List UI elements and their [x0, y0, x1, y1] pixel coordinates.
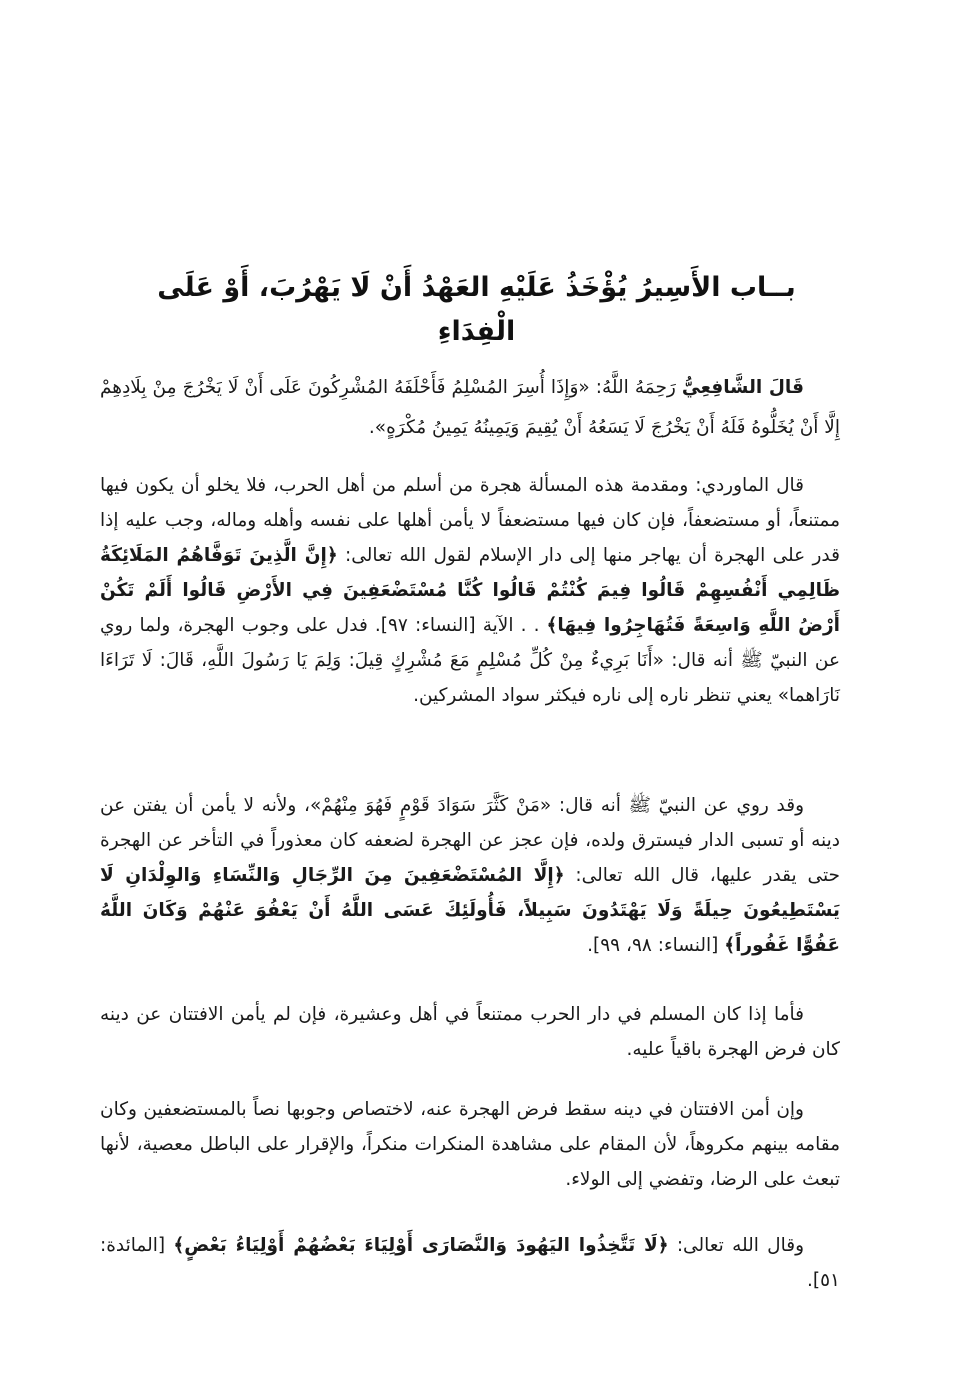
paragraph-intro: وقال الله تعالى: — [668, 1235, 804, 1256]
speaker-name: قَالَ الشَّافِعِيُّ — [681, 377, 804, 398]
quran-verse: ﴿لَا تَتَّخِذُوا اليَهُودَ وَالنَّصَارَى أَوْلِيَاءَ بَعْضُهُمْ أَوْلِيَاءُ بَعْضٍ﴾ — [173, 1235, 669, 1256]
paragraph-rest: . . الآية [النساء: ٩٧]. فدل على وجوب الهجرة، ولما روي عن النبيّ ﷺ أنه قال: «أَنَا بَرِيءٌ مِنْ كُلِّ مُسْلِمٍ مَعَ مُشْرِكٍ قِيلَ: وَلِمَ يَا رَسُولَ اللَّهِ، قَالَ: لَا تَرَاءَا نَارَاهما» يعني تنظر ناره إلى ناره فيكثر سواد المشركين. — [100, 615, 840, 706]
chapter-title: بــاب الأَسِيرُ يُؤْخَذُ عَلَيْهِ العَهْدُ أَنْ لَا يَهْرُبَ، أَوْ عَلَى الْفِدَاءِ — [157, 272, 796, 347]
paragraph-intro: وقد روي عن النبيّ ﷺ أنه قال: «مَنْ كَثَّرَ سَوَادَ قَوْمٍ فَهُوَ مِنْهُمْ»، ولأنه لا يأمن أن يفتن عن دينه أو تسبى الدار فيسترق ولده، فإن عجز عن الهجرة لضعفه كان معذوراً في التأخر عن الهجرة حتى يقدر عليها، قال الله تعالى: — [100, 795, 840, 886]
paragraph-rest: [النساء: ٩٨، ٩٩]. — [587, 935, 725, 956]
quote-text: رَحِمَهُ اللَّهُ: «وَإِذَا أُسِرَ المُسْلِمُ فَأَحْلَفَهُ المُشْرِكُونَ عَلَى أَنْ لَا يَخْرُجَ مِنْ بِلَادِهِمْ إِلَّا أَنْ يُخَلُّوهُ فَلَهُ أَنْ يَخْرُجَ لَا يَسَعُهُ أَنْ يُقِيمَ وَيَمِينُهُ يَمِينُ مُكْرَهٍ». — [100, 377, 840, 438]
paragraph-text: وإن أمن الافتتان في دينه سقط فرض الهجرة عنه، لاختصاص وجوبها نصاً بالمستضعفين وكان مقامه بينهم مكروهاً، لأن المقام على مشاهدة المنكرات منكراً، والإقرار على الباطل معصية، لأنها تبعث على الرضا، وتفضي إلى الولاء. — [100, 1099, 840, 1190]
quran-verse: ﴿إِنَّ الَّذِينَ تَوَفَّاهُمُ المَلَائِكَةُ ظَالِمِي أَنْفُسِهِمْ قَالُوا فِيمَ كُنْتُمْ قَالُوا كُنَّا مُسْتَضْعَفِينَ فِي الأَرْضِ قَالُوا أَلَمْ تَكُنْ أَرْضُ اللَّهِ وَاسِعَةً فَتُهَاجِرُوا فِيهَا﴾ — [100, 545, 840, 636]
paragraph-mawardi — [100, 468, 840, 713]
paragraph-maidah — [100, 1228, 840, 1298]
paragraph-mumtani — [100, 997, 840, 1067]
paragraph-iftitan — [100, 1092, 840, 1197]
quran-verse: ﴿إِلَّا المُسْتَضْعَفِينَ مِنَ الرِّجَالِ وَالنِّسَاءِ وَالوِلْدَانِ لَا يَسْتَطِيعُونَ حِيلَةً وَلَا يَهْتَدُونَ سَبِيلاً، فَأُولَئِكَ عَسَى اللَّهُ أَنْ يَعْفُوَ عَنْهُمْ وَكَانَ اللَّهُ عَفُوًّا غَفُوراً﴾ — [100, 865, 840, 956]
paragraph-rest: [المائدة: ٥١]. — [100, 1235, 840, 1291]
paragraph-text: فأما إذا كان المسلم في دار الحرب ممتنعاً في أهل وعشيرة، فإن لم يأمن الافتتان عن دينه كان فرض الهجرة باقياً عليه. — [100, 1004, 840, 1060]
paragraph-hadith — [100, 788, 840, 963]
paragraph-shafii-quote — [100, 368, 840, 448]
paragraph-intro: قال الماوردي: ومقدمة هذه المسألة هجرة من أسلم من أهل الحرب، فلا يخلو أن يكون فيها ممتنعاً، أو مستضعفاً، فإن كان فيها مستضعفاً لا يأمن أهلها على نفسه وأهله وماله، وجب عليه إذا قدر على الهجرة أن يهاجر منها إلى دار الإسلام لقول الله تعالى: — [100, 475, 840, 566]
